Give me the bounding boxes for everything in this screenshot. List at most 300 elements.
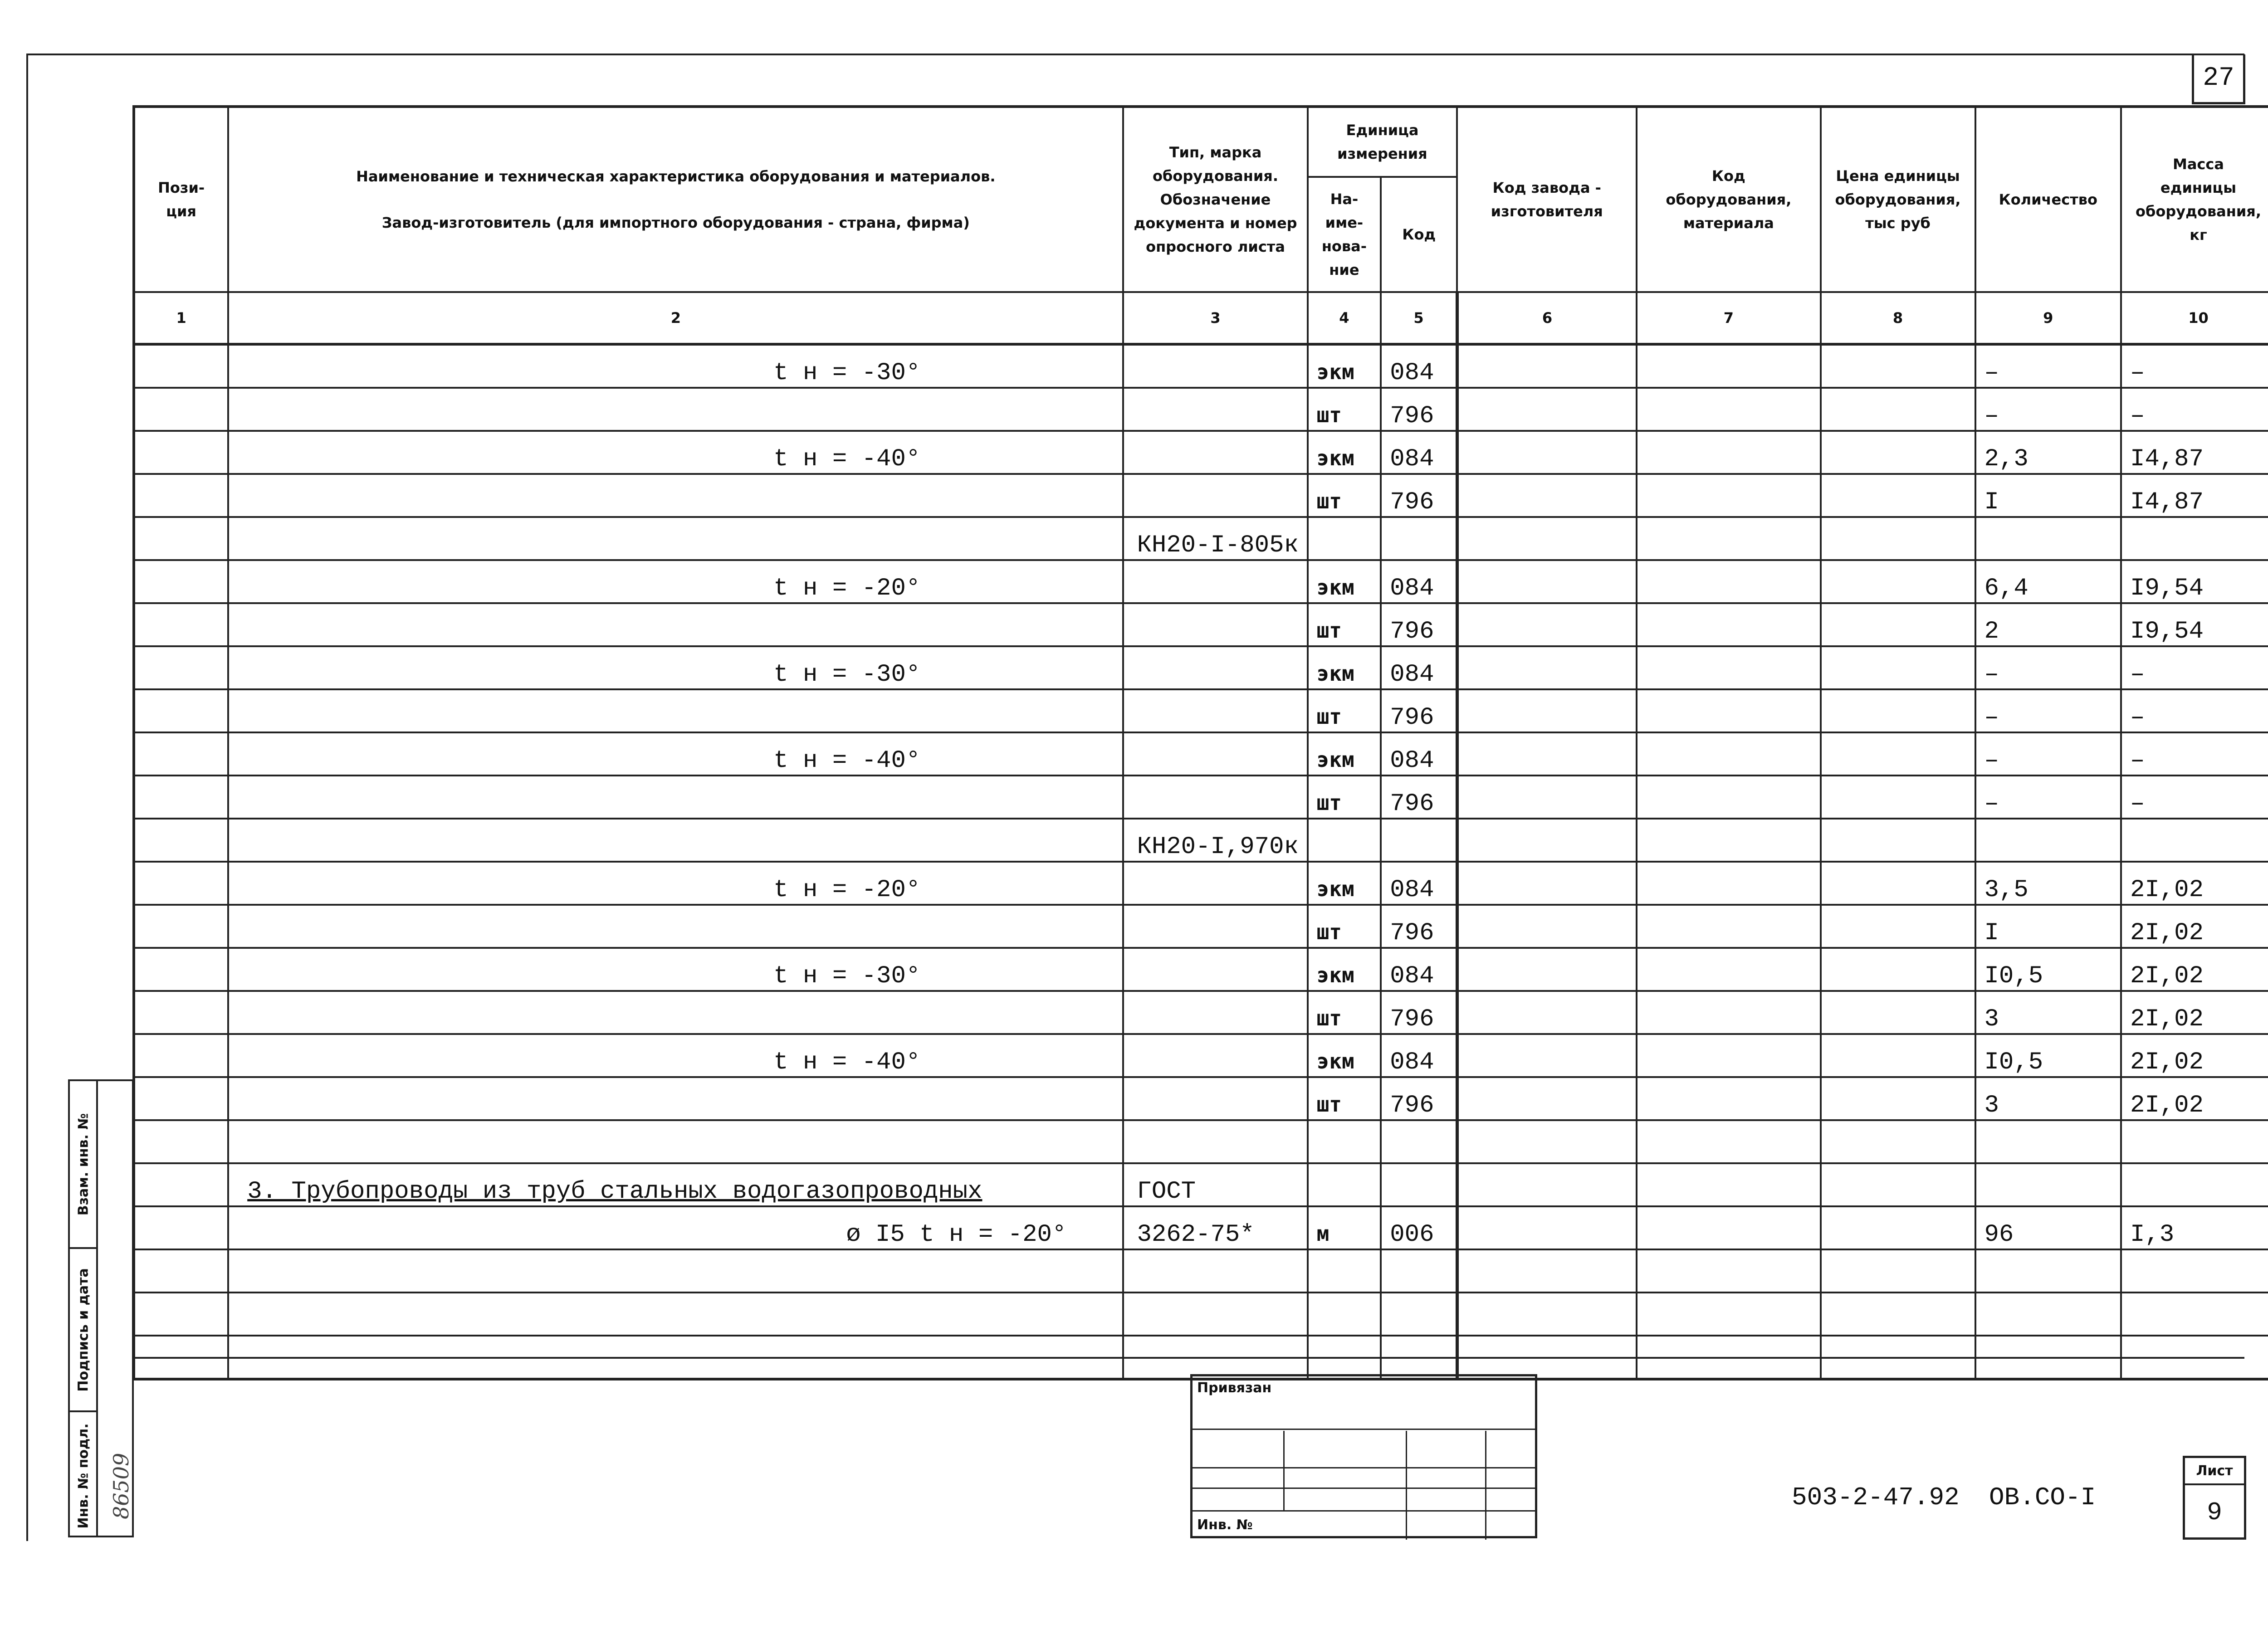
cell-unit-name-text: шт xyxy=(1316,920,1342,944)
cell-name xyxy=(228,1163,1123,1206)
cell-quantity-text: 3,5 xyxy=(1984,876,2028,904)
stamp-inv-no: Инв. № xyxy=(1197,1517,1253,1533)
cell-plant-code xyxy=(1457,948,1637,991)
cell-equipment-code xyxy=(1637,1249,1820,1293)
table-row xyxy=(134,1293,2268,1336)
cell-unit-name xyxy=(1308,344,1381,388)
column-number: 9 xyxy=(1975,292,2121,344)
cell-position xyxy=(134,344,228,388)
cell-quantity xyxy=(1975,646,2121,689)
header-type: Тип, марка оборудования. Обозначение документа и номер опросного листа xyxy=(1123,107,1307,292)
cell-name-text: t н = -30° xyxy=(773,962,921,990)
cell-name xyxy=(228,948,1123,991)
cell-unit-name xyxy=(1308,560,1381,603)
cell-position xyxy=(134,474,228,517)
cell-quantity xyxy=(1975,1034,2121,1077)
cell-price xyxy=(1821,1206,1975,1249)
cell-unit-code-text: 796 xyxy=(1390,790,1434,818)
cell-equipment-code xyxy=(1637,905,1820,948)
cell-unit-name xyxy=(1308,1293,1381,1336)
cell-price xyxy=(1821,1249,1975,1293)
cell-mass-text: – xyxy=(2130,661,2145,688)
cell-type xyxy=(1123,431,1307,474)
cell-unit-name xyxy=(1308,1120,1381,1163)
cell-unit-code xyxy=(1381,431,1457,474)
cell-name xyxy=(228,344,1123,388)
cell-mass-text: I9,54 xyxy=(2130,575,2204,602)
cell-plant-code xyxy=(1457,388,1637,431)
table-row xyxy=(134,1163,2268,1206)
cell-unit-code-text: 796 xyxy=(1390,402,1434,430)
cell-mass-text: 2I,02 xyxy=(2130,919,2204,947)
cell-quantity xyxy=(1975,431,2121,474)
header-price: Цена единицы оборудования, тыс руб xyxy=(1821,107,1975,292)
sheet-box xyxy=(2183,1456,2246,1540)
cell-quantity xyxy=(1975,1206,2121,1249)
sheet-label: Лист xyxy=(2185,1458,2244,1485)
cell-mass xyxy=(2121,646,2268,689)
cell-type xyxy=(1123,1034,1307,1077)
cell-unit-name xyxy=(1308,819,1381,862)
side-cell-inv xyxy=(70,1412,97,1539)
cell-plant-code xyxy=(1457,1206,1637,1249)
cell-quantity-text: 3 xyxy=(1984,1005,1999,1033)
cell-quantity xyxy=(1975,1163,2121,1206)
cell-unit-name-text: экм xyxy=(1316,575,1354,600)
cell-mass xyxy=(2121,905,2268,948)
cell-price xyxy=(1821,689,1975,732)
cell-plant-code xyxy=(1457,1293,1637,1336)
cell-equipment-code xyxy=(1637,431,1820,474)
cell-equipment-code xyxy=(1637,1293,1820,1336)
cell-unit-name-text: экм xyxy=(1316,747,1354,772)
cell-mass xyxy=(2121,1120,2268,1163)
table-row xyxy=(134,948,2268,991)
cell-unit-name xyxy=(1308,646,1381,689)
cell-price xyxy=(1821,388,1975,431)
cell-equipment-code xyxy=(1637,344,1820,388)
cell-mass xyxy=(2121,560,2268,603)
cell-plant-code xyxy=(1457,991,1637,1034)
table-row xyxy=(134,431,2268,474)
cell-price xyxy=(1821,1034,1975,1077)
cell-mass xyxy=(2121,819,2268,862)
cell-price xyxy=(1821,905,1975,948)
cell-equipment-code xyxy=(1637,603,1820,646)
cell-position xyxy=(134,1120,228,1163)
cell-price xyxy=(1821,474,1975,517)
cell-name xyxy=(228,431,1123,474)
cell-type xyxy=(1123,1163,1307,1206)
cell-name xyxy=(228,862,1123,905)
cell-name xyxy=(228,1077,1123,1120)
cell-mass-text: I,3 xyxy=(2130,1221,2175,1249)
cell-mass-text: – xyxy=(2130,747,2145,775)
cell-unit-code-text: 796 xyxy=(1390,488,1434,516)
cell-price xyxy=(1821,1120,1975,1163)
cell-mass-text: 2I,02 xyxy=(2130,1092,2204,1119)
table-row xyxy=(134,732,2268,776)
cell-position xyxy=(134,948,228,991)
cell-equipment-code xyxy=(1637,819,1820,862)
cell-quantity xyxy=(1975,517,2121,560)
cell-plant-code xyxy=(1457,1034,1637,1077)
cell-unit-code-text: 084 xyxy=(1390,661,1434,688)
side-label-inv: Инв. № подл. xyxy=(75,1423,92,1529)
cell-unit-code xyxy=(1381,776,1457,819)
header-quantity: Количество xyxy=(1975,107,2121,292)
cell-unit-code-text: 084 xyxy=(1390,575,1434,602)
cell-quantity-text: I xyxy=(1984,488,1999,516)
cell-unit-name-text: экм xyxy=(1316,963,1354,987)
cell-plant-code xyxy=(1457,1120,1637,1163)
cell-name xyxy=(228,1120,1123,1163)
cell-position xyxy=(134,1249,228,1293)
cell-mass xyxy=(2121,776,2268,819)
inventory-number-handwritten: 86509 xyxy=(109,1453,133,1519)
cell-unit-name-text: шт xyxy=(1316,403,1342,427)
specification-table xyxy=(132,105,2268,1380)
cell-name-text: ø I5 t н = -20° xyxy=(846,1221,1067,1249)
cell-quantity xyxy=(1975,560,2121,603)
cell-quantity-text: – xyxy=(1984,359,1999,387)
cell-name xyxy=(228,474,1123,517)
cell-unit-name-text: шт xyxy=(1316,1006,1342,1030)
cell-type-text: КН20-I-805к xyxy=(1137,532,1299,559)
cell-mass-text: 2I,02 xyxy=(2130,962,2204,990)
header-name-line1: Наименование и техническая характеристика оборудования и материалов. xyxy=(356,168,996,185)
cell-unit-code-text: 084 xyxy=(1390,359,1434,387)
table-row xyxy=(134,517,2268,560)
cell-unit-name-text: шт xyxy=(1316,790,1342,815)
cell-plant-code xyxy=(1457,474,1637,517)
cell-unit-code-text: 084 xyxy=(1390,1049,1434,1076)
cell-type xyxy=(1123,991,1307,1034)
cell-type xyxy=(1123,776,1307,819)
cell-unit-name-text: экм xyxy=(1316,446,1354,470)
column-number: 10 xyxy=(2121,292,2268,344)
cell-position xyxy=(134,1206,228,1249)
cell-mass xyxy=(2121,1206,2268,1249)
cell-name xyxy=(228,388,1123,431)
cell-unit-name-text: экм xyxy=(1316,1049,1354,1073)
cell-name xyxy=(228,1293,1123,1336)
cell-unit-code-text: 796 xyxy=(1390,1092,1434,1119)
side-label-podpis: Подпись и дата xyxy=(75,1268,92,1392)
cell-unit-name-text: экм xyxy=(1316,661,1354,686)
cell-position xyxy=(134,991,228,1034)
cell-position xyxy=(134,689,228,732)
cell-equipment-code xyxy=(1637,1206,1820,1249)
table-row xyxy=(134,776,2268,819)
cell-mass xyxy=(2121,1034,2268,1077)
cell-quantity xyxy=(1975,905,2121,948)
sheet-number: 9 xyxy=(2207,1498,2222,1527)
cell-type xyxy=(1123,1120,1307,1163)
cell-plant-code xyxy=(1457,1249,1637,1293)
cell-unit-name xyxy=(1308,603,1381,646)
cell-unit-code xyxy=(1381,689,1457,732)
stamp-privyazan: Привязан xyxy=(1197,1380,1272,1396)
table-row xyxy=(134,1206,2268,1249)
cell-plant-code xyxy=(1457,603,1637,646)
cell-plant-code xyxy=(1457,905,1637,948)
cell-position xyxy=(134,905,228,948)
cell-quantity-text: I xyxy=(1984,919,1999,947)
cell-quantity xyxy=(1975,1120,2121,1163)
side-cell-vzam xyxy=(70,1081,97,1249)
cell-price xyxy=(1821,991,1975,1034)
cell-position xyxy=(134,646,228,689)
header-plant-code: Код завода - изготовителя xyxy=(1457,107,1637,292)
cell-type xyxy=(1123,388,1307,431)
cell-unit-code xyxy=(1381,1206,1457,1249)
cell-mass xyxy=(2121,388,2268,431)
cell-price xyxy=(1821,1077,1975,1120)
cell-quantity xyxy=(1975,732,2121,776)
cell-equipment-code xyxy=(1637,862,1820,905)
cell-quantity-text: I0,5 xyxy=(1984,962,2043,990)
cell-unit-name xyxy=(1308,776,1381,819)
cell-plant-code xyxy=(1457,776,1637,819)
cell-unit-code xyxy=(1381,991,1457,1034)
cell-quantity xyxy=(1975,344,2121,388)
cell-quantity xyxy=(1975,862,2121,905)
table-row xyxy=(134,1077,2268,1120)
cell-mass xyxy=(2121,948,2268,991)
column-number: 4 xyxy=(1308,292,1381,344)
cell-unit-name-text: шт xyxy=(1316,1092,1342,1117)
cell-price xyxy=(1821,603,1975,646)
table-row xyxy=(134,1249,2268,1293)
cell-equipment-code xyxy=(1637,388,1820,431)
cell-plant-code xyxy=(1457,344,1637,388)
cell-name xyxy=(228,603,1123,646)
cell-plant-code xyxy=(1457,517,1637,560)
cell-unit-code xyxy=(1381,862,1457,905)
cell-unit-name xyxy=(1308,1163,1381,1206)
cell-price xyxy=(1821,862,1975,905)
cell-quantity-text: 3 xyxy=(1984,1092,1999,1119)
header-mass: Масса единицы оборудования, кг xyxy=(2121,107,2268,292)
cell-unit-code xyxy=(1381,905,1457,948)
cell-equipment-code xyxy=(1637,1034,1820,1077)
cell-mass xyxy=(2121,1163,2268,1206)
cell-position xyxy=(134,862,228,905)
cell-unit-name xyxy=(1308,517,1381,560)
cell-type-text: ГОСТ xyxy=(1137,1178,1196,1205)
cell-quantity xyxy=(1975,776,2121,819)
cell-plant-code xyxy=(1457,732,1637,776)
cell-unit-code xyxy=(1381,474,1457,517)
table-row xyxy=(134,388,2268,431)
cell-name-text: t н = -20° xyxy=(773,575,921,602)
cell-type xyxy=(1123,1293,1307,1336)
cell-name xyxy=(228,905,1123,948)
cell-unit-code xyxy=(1381,560,1457,603)
cell-unit-name xyxy=(1308,474,1381,517)
cell-position xyxy=(134,603,228,646)
table-row xyxy=(134,991,2268,1034)
cell-unit-name-text: шт xyxy=(1316,618,1342,643)
page-number: 27 xyxy=(2192,54,2245,104)
cell-quantity-text: – xyxy=(1984,704,1999,732)
cell-unit-name xyxy=(1308,991,1381,1034)
cell-name xyxy=(228,560,1123,603)
table-row xyxy=(134,1120,2268,1163)
table-row xyxy=(134,905,2268,948)
cell-plant-code xyxy=(1457,689,1637,732)
cell-name xyxy=(228,689,1123,732)
cell-quantity-text: 2 xyxy=(1984,618,1999,645)
cell-type xyxy=(1123,474,1307,517)
cell-unit-code xyxy=(1381,1249,1457,1293)
cell-unit-name xyxy=(1308,1206,1381,1249)
approval-stamp xyxy=(1190,1374,1537,1538)
table-row xyxy=(134,344,2268,388)
cell-unit-code xyxy=(1381,646,1457,689)
header-position: Пози- ция xyxy=(134,107,228,292)
cell-unit-code xyxy=(1381,603,1457,646)
table-row xyxy=(134,560,2268,603)
cell-mass xyxy=(2121,474,2268,517)
cell-unit-code-text: 084 xyxy=(1390,876,1434,904)
table-row xyxy=(134,603,2268,646)
cell-type xyxy=(1123,1077,1307,1120)
cell-plant-code xyxy=(1457,646,1637,689)
header-unit-code: Код xyxy=(1381,177,1457,292)
cell-unit-code-text: 796 xyxy=(1390,1005,1434,1033)
cell-position xyxy=(134,1034,228,1077)
cell-position xyxy=(134,732,228,776)
cell-type xyxy=(1123,862,1307,905)
cell-position xyxy=(134,1163,228,1206)
cell-mass-text: – xyxy=(2130,402,2145,430)
cell-mass xyxy=(2121,603,2268,646)
cell-position xyxy=(134,388,228,431)
cell-unit-code xyxy=(1381,517,1457,560)
cell-quantity-text: – xyxy=(1984,661,1999,688)
cell-position xyxy=(134,819,228,862)
cell-quantity xyxy=(1975,689,2121,732)
cell-unit-name-text: м xyxy=(1316,1221,1330,1246)
cell-unit-code-text: 796 xyxy=(1390,704,1434,732)
cell-name xyxy=(228,991,1123,1034)
cell-equipment-code xyxy=(1637,689,1820,732)
column-number: 3 xyxy=(1123,292,1307,344)
cell-mass xyxy=(2121,732,2268,776)
cell-unit-name xyxy=(1308,905,1381,948)
cell-quantity xyxy=(1975,1293,2121,1336)
cell-type xyxy=(1123,1206,1307,1249)
cell-unit-code-text: 084 xyxy=(1390,445,1434,473)
column-number: 8 xyxy=(1821,292,1975,344)
table-row xyxy=(134,1034,2268,1077)
cell-quantity xyxy=(1975,991,2121,1034)
cell-unit-code xyxy=(1381,732,1457,776)
cell-name xyxy=(228,517,1123,560)
cell-type xyxy=(1123,732,1307,776)
cell-quantity-text: – xyxy=(1984,747,1999,775)
cell-equipment-code xyxy=(1637,474,1820,517)
cell-type xyxy=(1123,560,1307,603)
cell-equipment-code xyxy=(1637,732,1820,776)
cell-mass-text: – xyxy=(2130,704,2145,732)
cell-quantity-text: – xyxy=(1984,790,1999,818)
cell-unit-name-text: экм xyxy=(1316,360,1354,384)
cell-name-text: t н = -40° xyxy=(773,1049,921,1076)
cell-type xyxy=(1123,948,1307,991)
cell-equipment-code xyxy=(1637,646,1820,689)
cell-unit-name xyxy=(1308,862,1381,905)
cell-unit-name-text: шт xyxy=(1316,704,1342,729)
document-number: 503-2-47.92 xyxy=(1792,1483,1960,1512)
cell-unit-code xyxy=(1381,1293,1457,1336)
header-unit-group: Единица измерения xyxy=(1308,107,1457,177)
cell-quantity-text: I0,5 xyxy=(1984,1049,2043,1076)
cell-name xyxy=(228,819,1123,862)
cell-mass-text: I4,87 xyxy=(2130,488,2204,516)
cell-unit-name-text: экм xyxy=(1316,877,1354,901)
document-code: ОВ.СО-I xyxy=(1989,1483,2096,1512)
cell-price xyxy=(1821,776,1975,819)
cell-equipment-code xyxy=(1637,1077,1820,1120)
cell-position xyxy=(134,517,228,560)
header-name-line2: Завод-изготовитель (для импортного оборудования - страна, фирма) xyxy=(381,214,970,231)
cell-unit-name xyxy=(1308,388,1381,431)
cell-position xyxy=(134,431,228,474)
cell-name xyxy=(228,776,1123,819)
cell-name-text: 3. Трубопроводы из труб стальных водогазопроводных xyxy=(247,1178,982,1205)
cell-price xyxy=(1821,431,1975,474)
cell-type xyxy=(1123,1249,1307,1293)
column-number: 7 xyxy=(1637,292,1820,344)
cell-quantity xyxy=(1975,474,2121,517)
cell-mass-text: I9,54 xyxy=(2130,618,2204,645)
cell-type xyxy=(1123,819,1307,862)
cell-price xyxy=(1821,1293,1975,1336)
cell-quantity xyxy=(1975,948,2121,991)
cell-price xyxy=(1821,819,1975,862)
cell-mass-text: 2I,02 xyxy=(2130,1049,2204,1076)
cell-unit-code-text: 084 xyxy=(1390,962,1434,990)
cell-mass-text: 2I,02 xyxy=(2130,876,2204,904)
cell-name xyxy=(228,1206,1123,1249)
cell-name-text: t н = -30° xyxy=(773,661,921,688)
side-cell-podpis xyxy=(70,1249,97,1412)
cell-type xyxy=(1123,517,1307,560)
cell-type xyxy=(1123,646,1307,689)
header-equipment-code: Код оборудования, материала xyxy=(1637,107,1820,292)
column-number: 1 xyxy=(134,292,228,344)
cell-unit-code-text: 084 xyxy=(1390,747,1434,775)
cell-name-text: t н = -20° xyxy=(773,876,921,904)
table-row xyxy=(134,646,2268,689)
cell-type xyxy=(1123,344,1307,388)
header-unit-name: На-име-нова-ние xyxy=(1308,177,1381,292)
cell-unit-name xyxy=(1308,689,1381,732)
cell-unit-code-text: 796 xyxy=(1390,919,1434,947)
cell-price xyxy=(1821,517,1975,560)
cell-unit-code-text: 796 xyxy=(1390,618,1434,645)
cell-unit-name-text: шт xyxy=(1316,489,1342,513)
cell-position xyxy=(134,1293,228,1336)
cell-unit-code xyxy=(1381,1163,1457,1206)
cell-plant-code xyxy=(1457,862,1637,905)
cell-unit-code xyxy=(1381,388,1457,431)
cell-price xyxy=(1821,560,1975,603)
cell-unit-name xyxy=(1308,732,1381,776)
